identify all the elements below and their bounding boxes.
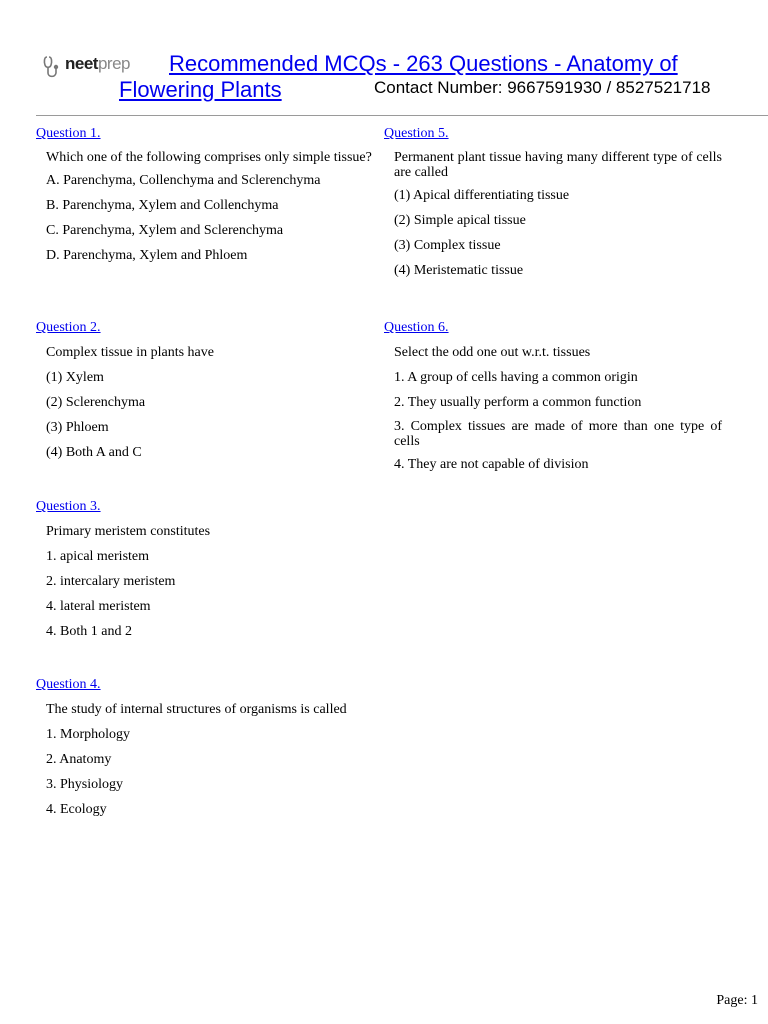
- question-4-link[interactable]: Question 4.: [36, 677, 101, 692]
- answer-option: 4. Both 1 and 2: [46, 624, 132, 639]
- answer-option: A. Parenchyma, Collenchyma and Sclerenchyma: [46, 173, 321, 188]
- answer-option: (1) Apical differentiating tissue: [394, 188, 570, 203]
- answer-option: 3. Physiology: [46, 777, 124, 792]
- document-title-link-continued[interactable]: Flowering Plants: [119, 77, 282, 102]
- header-divider: [36, 115, 768, 116]
- contact-number: Contact Number: 9667591930 / 8527521718: [374, 78, 711, 97]
- neetprep-logo: [43, 52, 143, 80]
- question-6-link[interactable]: Question 6.: [384, 320, 449, 335]
- page-header: [0, 0, 768, 116]
- page-number: Page: 1: [716, 993, 758, 1008]
- answer-option: C. Parenchyma, Xylem and Sclerenchyma: [46, 223, 284, 238]
- stethoscope-icon: [43, 54, 65, 80]
- answer-option: (2) Sclerenchyma: [46, 395, 146, 410]
- question-stem: Primary meristem constitutes: [46, 524, 211, 539]
- question-2: [36, 319, 374, 469]
- answer-option: 4. Ecology: [46, 802, 107, 817]
- answer-option: 4. lateral meristem: [46, 599, 151, 614]
- answer-option: 1. Morphology: [46, 727, 130, 742]
- question-stem: The study of internal structures of organisms is called: [46, 702, 347, 717]
- question-6: [384, 319, 722, 481]
- answer-option: (4) Meristematic tissue: [394, 263, 524, 278]
- question-2-link[interactable]: Question 2.: [36, 320, 101, 335]
- document-title-link[interactable]: Recommended MCQs - 263 Questions - Anatomy of: [169, 51, 678, 76]
- question-stem: Permanent plant tissue having many different type of cells are called: [394, 150, 722, 180]
- answer-option: B. Parenchyma, Xylem and Collenchyma: [46, 198, 279, 213]
- question-1: [36, 125, 374, 272]
- answer-option: 3. Complex tissues are made of more than one type of cells: [394, 419, 722, 449]
- answer-option: 2. They usually perform a common function: [394, 395, 642, 410]
- question-3-link[interactable]: Question 3.: [36, 499, 101, 514]
- logo-wordmark: neetprep: [65, 54, 130, 73]
- answer-option: (3) Complex tissue: [394, 238, 501, 253]
- answer-option: 1. A group of cells having a common origin: [394, 370, 638, 385]
- question-stem: Which one of the following comprises only simple tissue?: [46, 150, 372, 165]
- question-4: [36, 676, 374, 826]
- answer-option: 2. intercalary meristem: [46, 574, 176, 589]
- answer-option: D. Parenchyma, Xylem and Phloem: [46, 248, 248, 263]
- answer-option: 2. Anatomy: [46, 752, 112, 767]
- answer-option: (4) Both A and C: [46, 445, 142, 460]
- question-stem: Select the odd one out w.r.t. tissues: [394, 345, 591, 360]
- question-5-link[interactable]: Question 5.: [384, 126, 449, 141]
- answer-option: (2) Simple apical tissue: [394, 213, 526, 228]
- answer-option: (3) Phloem: [46, 420, 109, 435]
- question-1-link[interactable]: Question 1.: [36, 126, 101, 141]
- answer-option: 4. They are not capable of division: [394, 457, 589, 472]
- question-3: [36, 498, 374, 648]
- question-5: [384, 125, 722, 287]
- answer-option: (1) Xylem: [46, 370, 104, 385]
- answer-option: 1. apical meristem: [46, 549, 150, 564]
- question-stem: Complex tissue in plants have: [46, 345, 214, 360]
